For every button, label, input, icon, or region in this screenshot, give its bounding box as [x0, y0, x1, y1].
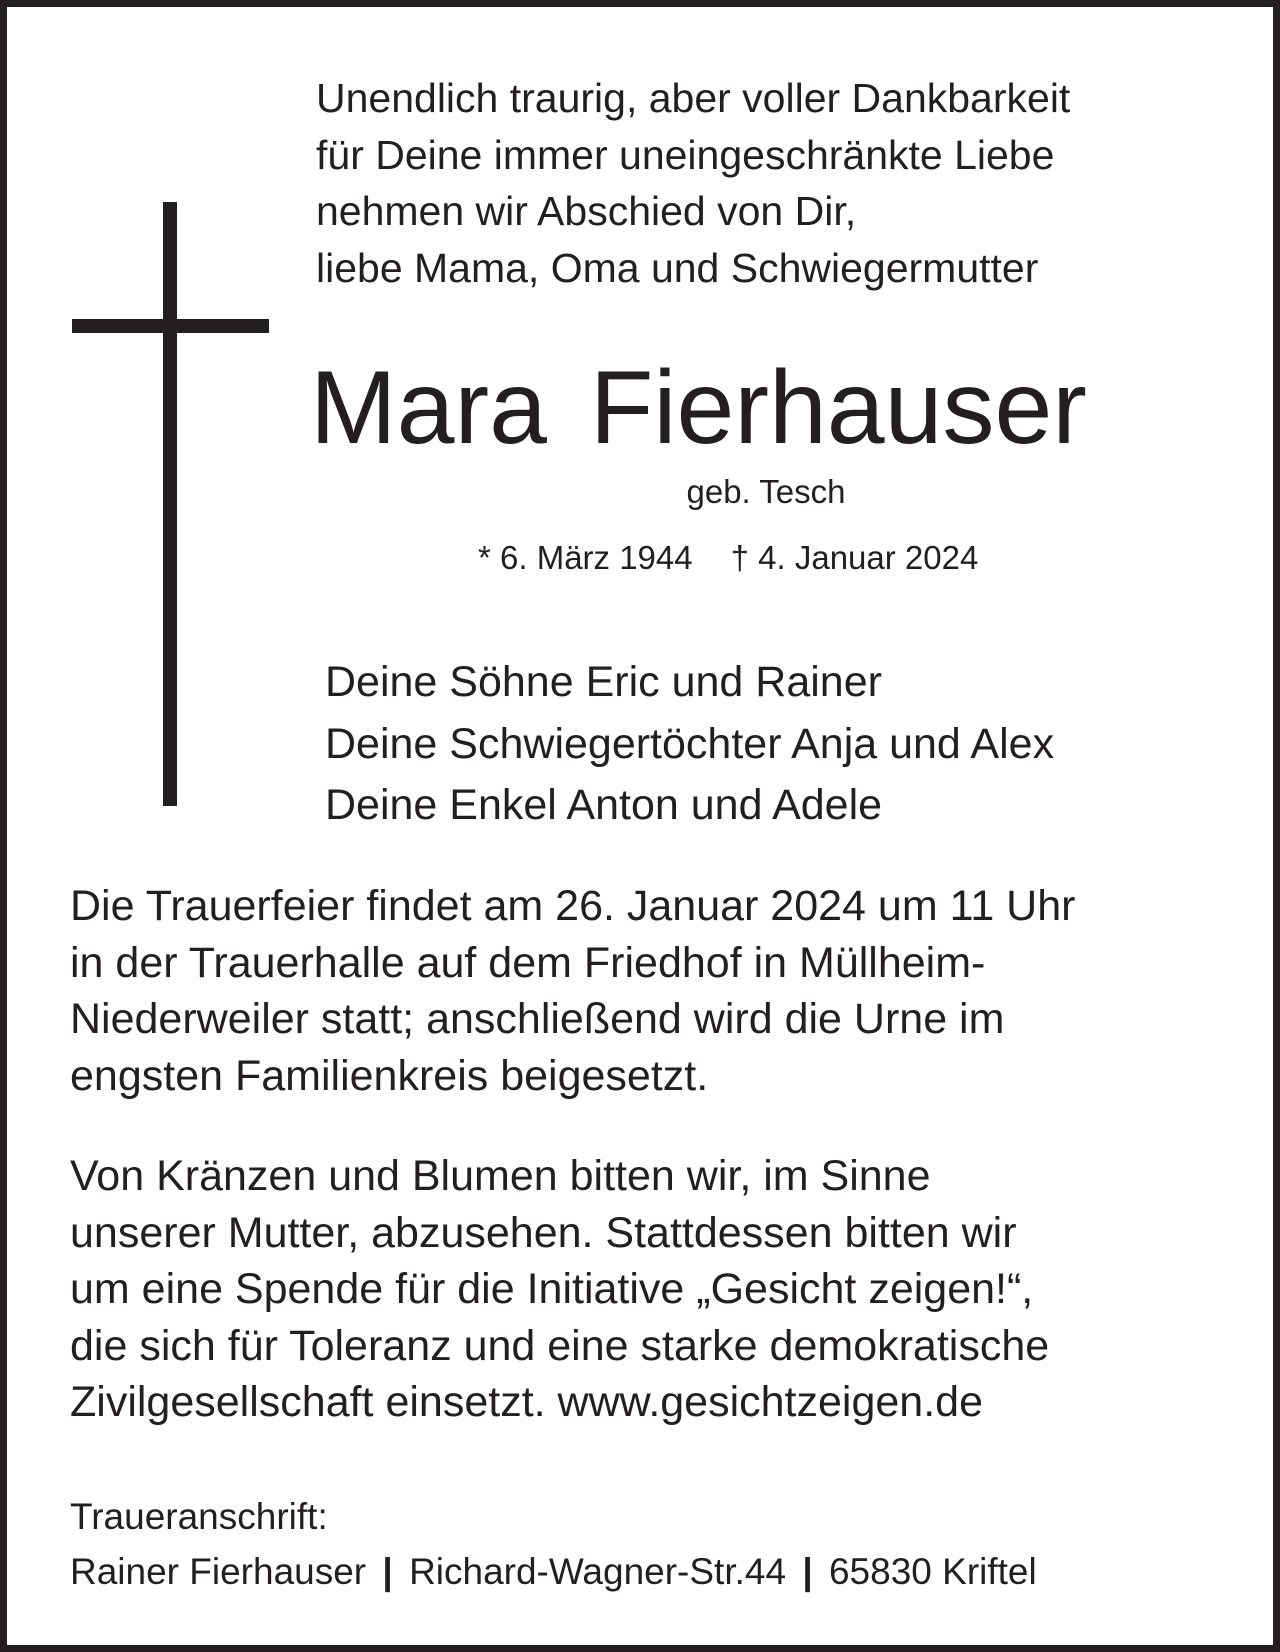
cross-icon-bar [72, 319, 269, 333]
ceremony-line: Die Trauerfeier findet am 26. Januar 2024 um 11 Uhr [70, 882, 1076, 930]
ceremony-line: in der Trauerhalle auf dem Friedhof in Müllheim- [70, 938, 986, 987]
death-date: † 4. Januar 2024 [730, 539, 979, 576]
birth-date: * 6. März 1944 [478, 539, 693, 576]
family-line: Deine Söhne Eric und Rainer [325, 658, 882, 706]
family-line: Deine Enkel Anton und Adele [325, 781, 883, 829]
donation-line: unserer Mutter, abzusehen. Stattdessen bitten wir [70, 1208, 1017, 1257]
intro-line: nehmen wir Abschied von Dir, [316, 188, 857, 234]
intro-line: liebe Mama, Oma und Schwiegermutter [316, 244, 1039, 291]
ceremony-line: Niederweiler statt; anschließend wird die Urne im [70, 995, 1005, 1043]
mourning-address [70, 1490, 1250, 1599]
donation-line: Von Kränzen und Blumen bitten wir, im Sinne [70, 1152, 931, 1200]
maiden-name-row [0, 472, 1280, 512]
intro-text [316, 70, 1256, 296]
address-street: Richard-Wagner-Str.44 [409, 1550, 787, 1592]
address-separator: | [382, 1550, 393, 1592]
address-line [70, 1545, 1250, 1600]
donation-line: die sich für Toleranz und eine starke demokratische [70, 1321, 1050, 1370]
donation-paragraph [70, 1148, 1250, 1431]
family-line: Deine Schwiegertöchter Anja und Alex [325, 719, 1055, 768]
life-dates [478, 537, 978, 579]
donation-line: um eine Spende für die Initiative „Gesicht zeigen!“, [70, 1265, 1034, 1313]
ceremony-line: engsten Familienkreis beigesetzt. [70, 1051, 709, 1100]
intro-line: für Deine immer uneingeschränkte Liebe [316, 131, 1055, 178]
address-separator: | [802, 1550, 813, 1592]
address-name: Rainer Fierhauser [70, 1550, 367, 1592]
maiden-name: geb. Tesch [686, 473, 846, 510]
address-city: 65830 Kriftel [828, 1550, 1037, 1592]
deceased-name: Mara Fierhauser [310, 350, 1087, 466]
address-label: Traueranschrift: [70, 1496, 328, 1537]
family-list [325, 652, 1265, 837]
intro-line: Unendlich traurig, aber voller Dankbarkeit [316, 75, 1071, 121]
ceremony-paragraph [70, 878, 1250, 1104]
donation-line: Zivilgesellschaft einsetzt. www.gesichtzeigen.de [70, 1378, 983, 1426]
